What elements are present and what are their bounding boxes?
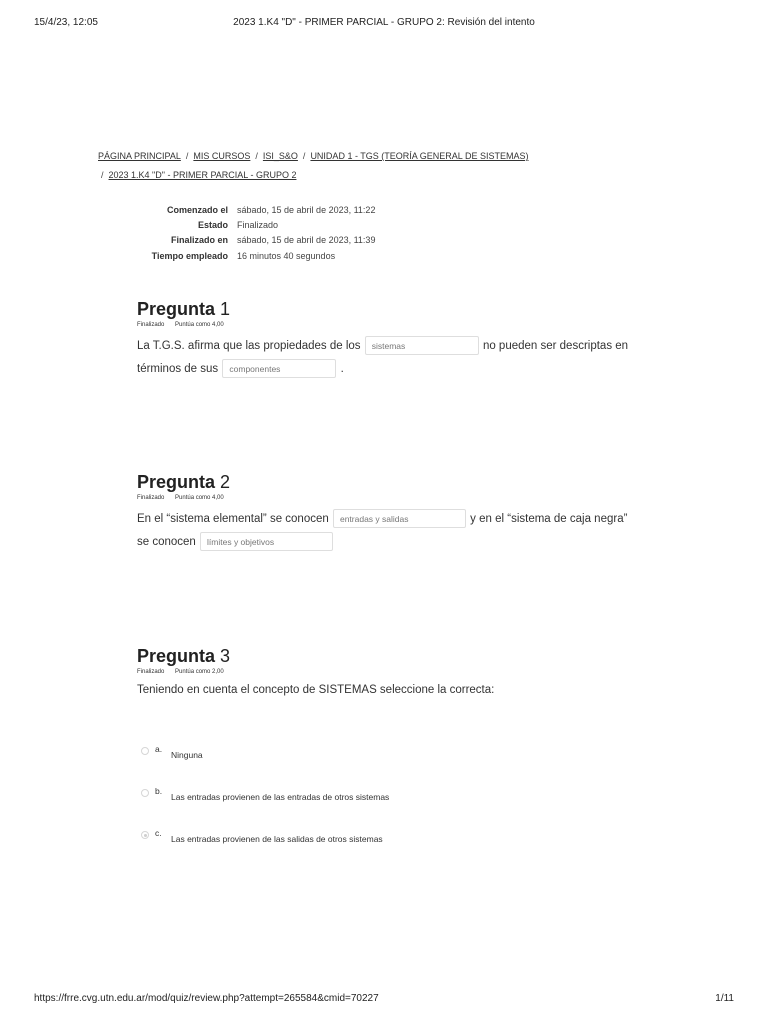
- breadcrumb-separator: /: [101, 170, 104, 180]
- question-status: Finalizado: [137, 322, 165, 328]
- question-score: Puntúa como 2,00: [175, 669, 224, 675]
- question-status: Finalizado: [137, 669, 165, 675]
- question-3: [137, 645, 657, 698]
- summary-value-started: sábado, 15 de abril de 2023, 11:22: [237, 204, 376, 215]
- question-text: Teniendo en cuenta el concepto de SISTEMAS seleccione la correcta:: [137, 684, 495, 696]
- print-date: 15/4/23, 12:05: [34, 17, 98, 28]
- answer-field[interactable]: límites y objetivos: [200, 532, 333, 551]
- question-title: [137, 471, 657, 493]
- question-text-part: En el “sistema elemental” se conocen: [137, 513, 329, 525]
- question-text: [137, 508, 657, 554]
- summary-value-state: Finalizado: [237, 219, 279, 230]
- print-footer: [34, 993, 734, 1007]
- question-score: Puntúa como 4,00: [175, 322, 224, 328]
- print-page-number: 1/11: [715, 993, 734, 1004]
- option-letter: b.: [155, 786, 163, 796]
- summary-row: [98, 233, 375, 248]
- question-title: [137, 645, 657, 667]
- breadcrumb-my-courses-link[interactable]: MIS CURSOS: [193, 151, 251, 161]
- question-title: [137, 298, 657, 320]
- question-meta: [137, 495, 657, 503]
- question-number: 3: [220, 646, 231, 666]
- option-text: Las entradas provienen de las salidas de otros sistemas: [171, 834, 383, 844]
- question-meta: [137, 669, 657, 677]
- question-title-word: Pregunta: [137, 646, 216, 666]
- question-score: Puntúa como 4,00: [175, 495, 224, 501]
- question-meta: [137, 322, 657, 330]
- question-2: [137, 471, 657, 554]
- question-text-part: y en el “sistema de caja negra”: [470, 513, 628, 525]
- breadcrumb-separator: /: [302, 151, 306, 161]
- question-text-part: no pueden ser descriptas en: [482, 340, 629, 352]
- print-header: [34, 17, 734, 31]
- answer-field[interactable]: entradas y salidas: [333, 509, 466, 528]
- question-text: [137, 335, 657, 381]
- question-title-word: Pregunta: [137, 299, 216, 319]
- question-text-part: La T.G.S. afirma que las propiedades de los: [137, 340, 361, 352]
- breadcrumb-course-link[interactable]: ISI_S&O: [262, 151, 298, 161]
- breadcrumb-separator: /: [255, 151, 258, 161]
- breadcrumb: [98, 147, 658, 185]
- attempt-summary-table: [98, 202, 375, 263]
- breadcrumb-separator: /: [185, 151, 189, 161]
- summary-label-time: Tiempo empleado: [151, 250, 228, 261]
- answer-field[interactable]: componentes: [222, 359, 336, 378]
- question-text-part: términos de sus: [137, 363, 219, 375]
- option-letter: a.: [155, 744, 163, 754]
- summary-label-finished: Finalizado en: [170, 235, 228, 246]
- print-url: https://frre.cvg.utn.edu.ar/mod/quiz/review.php?attempt=265584&cmid=70227: [34, 993, 379, 1004]
- radio-button[interactable]: [141, 789, 149, 797]
- breadcrumb-unit-link[interactable]: UNIDAD 1 - TGS (TEORÍA GENERAL DE SISTEMAS): [310, 151, 529, 161]
- question-number: 1: [220, 299, 231, 319]
- question-text-part: se conocen: [137, 536, 196, 548]
- option-text: Ninguna: [171, 750, 203, 760]
- breadcrumb-quiz-link[interactable]: 2023 1.K4 "D" - PRIMER PARCIAL - GRUPO 2: [108, 170, 297, 180]
- question-number: 2: [220, 472, 231, 492]
- summary-label-started: Comenzado el: [166, 204, 228, 215]
- question-1: [137, 298, 657, 381]
- print-title: 2023 1.K4 "D" - PRIMER PARCIAL - GRUPO 2: Revisión del intento: [233, 17, 535, 28]
- question-status: Finalizado: [137, 495, 165, 501]
- option-letter: c.: [155, 828, 162, 838]
- breadcrumb-home-link[interactable]: PÁGINA PRINCIPAL: [98, 151, 181, 161]
- option-text: Las entradas provienen de las entradas de otros sistemas: [171, 792, 390, 802]
- summary-row: [98, 217, 375, 232]
- summary-value-time: 16 minutos 40 segundos: [237, 250, 336, 261]
- radio-button-selected[interactable]: [141, 831, 149, 839]
- summary-label-state: Estado: [197, 219, 228, 230]
- question-title-word: Pregunta: [137, 472, 216, 492]
- summary-row: [98, 248, 375, 263]
- summary-row: [98, 202, 375, 217]
- summary-value-finished: sábado, 15 de abril de 2023, 11:39: [237, 235, 376, 246]
- question-text-part: .: [340, 363, 344, 375]
- answer-field[interactable]: sistemas: [365, 336, 479, 355]
- radio-button[interactable]: [141, 747, 149, 755]
